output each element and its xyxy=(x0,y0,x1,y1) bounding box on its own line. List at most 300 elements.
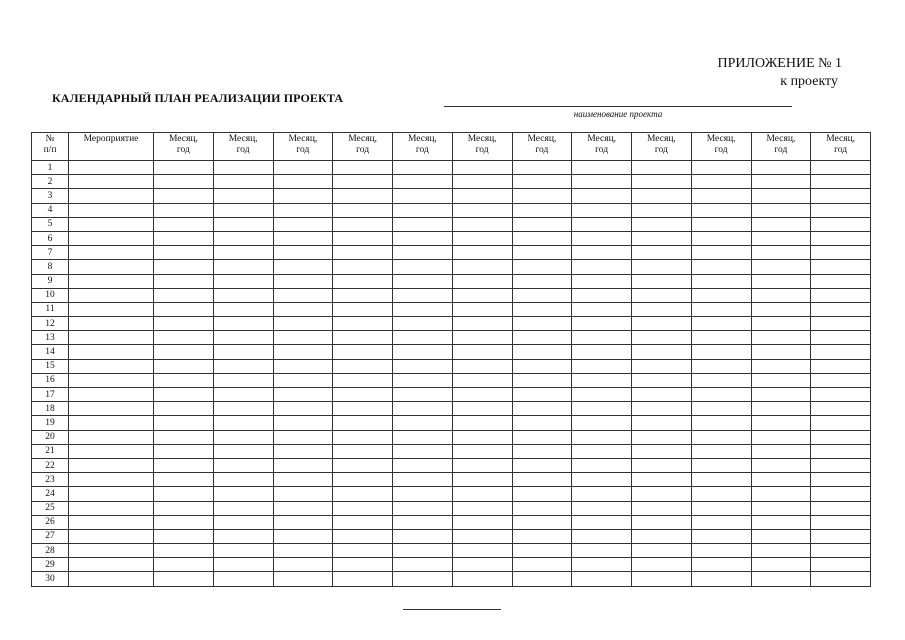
event-cell[interactable] xyxy=(69,246,154,260)
month-cell[interactable] xyxy=(213,260,273,274)
month-cell[interactable] xyxy=(154,288,214,302)
month-cell[interactable] xyxy=(811,402,871,416)
month-cell[interactable] xyxy=(691,203,751,217)
month-cell[interactable] xyxy=(333,388,393,402)
month-cell[interactable] xyxy=(751,529,811,543)
month-cell[interactable] xyxy=(333,317,393,331)
month-cell[interactable] xyxy=(452,359,512,373)
month-cell[interactable] xyxy=(572,345,632,359)
month-cell[interactable] xyxy=(811,231,871,245)
month-cell[interactable] xyxy=(393,260,453,274)
event-cell[interactable] xyxy=(69,544,154,558)
month-cell[interactable] xyxy=(572,430,632,444)
month-cell[interactable] xyxy=(691,529,751,543)
month-cell[interactable] xyxy=(751,203,811,217)
month-cell[interactable] xyxy=(452,487,512,501)
event-cell[interactable] xyxy=(69,359,154,373)
month-cell[interactable] xyxy=(393,515,453,529)
month-cell[interactable] xyxy=(154,444,214,458)
month-cell[interactable] xyxy=(751,544,811,558)
month-cell[interactable] xyxy=(512,189,572,203)
month-cell[interactable] xyxy=(452,288,512,302)
month-cell[interactable] xyxy=(393,529,453,543)
month-cell[interactable] xyxy=(213,558,273,572)
month-cell[interactable] xyxy=(213,501,273,515)
month-cell[interactable] xyxy=(154,529,214,543)
month-cell[interactable] xyxy=(273,302,333,316)
month-cell[interactable] xyxy=(333,444,393,458)
month-cell[interactable] xyxy=(512,402,572,416)
month-cell[interactable] xyxy=(393,302,453,316)
month-cell[interactable] xyxy=(393,388,453,402)
month-cell[interactable] xyxy=(213,444,273,458)
event-cell[interactable] xyxy=(69,416,154,430)
month-cell[interactable] xyxy=(691,260,751,274)
month-cell[interactable] xyxy=(213,529,273,543)
month-cell[interactable] xyxy=(751,572,811,586)
month-cell[interactable] xyxy=(213,217,273,231)
month-cell[interactable] xyxy=(333,473,393,487)
month-cell[interactable] xyxy=(751,359,811,373)
month-cell[interactable] xyxy=(572,444,632,458)
month-cell[interactable] xyxy=(572,274,632,288)
month-cell[interactable] xyxy=(452,501,512,515)
month-cell[interactable] xyxy=(393,274,453,288)
month-cell[interactable] xyxy=(691,246,751,260)
month-cell[interactable] xyxy=(811,331,871,345)
month-cell[interactable] xyxy=(632,572,692,586)
month-cell[interactable] xyxy=(572,288,632,302)
month-cell[interactable] xyxy=(154,544,214,558)
month-cell[interactable] xyxy=(213,373,273,387)
month-cell[interactable] xyxy=(452,402,512,416)
month-cell[interactable] xyxy=(632,402,692,416)
month-cell[interactable] xyxy=(632,388,692,402)
month-cell[interactable] xyxy=(691,558,751,572)
month-cell[interactable] xyxy=(811,572,871,586)
month-cell[interactable] xyxy=(572,501,632,515)
month-cell[interactable] xyxy=(452,544,512,558)
month-cell[interactable] xyxy=(811,302,871,316)
month-cell[interactable] xyxy=(811,544,871,558)
month-cell[interactable] xyxy=(273,217,333,231)
month-cell[interactable] xyxy=(512,175,572,189)
month-cell[interactable] xyxy=(632,260,692,274)
month-cell[interactable] xyxy=(811,501,871,515)
month-cell[interactable] xyxy=(273,416,333,430)
month-cell[interactable] xyxy=(512,473,572,487)
month-cell[interactable] xyxy=(751,515,811,529)
month-cell[interactable] xyxy=(691,302,751,316)
month-cell[interactable] xyxy=(393,288,453,302)
month-cell[interactable] xyxy=(811,274,871,288)
month-cell[interactable] xyxy=(154,373,214,387)
month-cell[interactable] xyxy=(632,274,692,288)
month-cell[interactable] xyxy=(751,473,811,487)
month-cell[interactable] xyxy=(512,572,572,586)
month-cell[interactable] xyxy=(512,458,572,472)
month-cell[interactable] xyxy=(213,487,273,501)
month-cell[interactable] xyxy=(333,161,393,175)
month-cell[interactable] xyxy=(452,458,512,472)
month-cell[interactable] xyxy=(691,388,751,402)
month-cell[interactable] xyxy=(452,529,512,543)
month-cell[interactable] xyxy=(572,317,632,331)
event-cell[interactable] xyxy=(69,515,154,529)
month-cell[interactable] xyxy=(572,373,632,387)
month-cell[interactable] xyxy=(632,231,692,245)
month-cell[interactable] xyxy=(572,161,632,175)
month-cell[interactable] xyxy=(333,515,393,529)
month-cell[interactable] xyxy=(512,544,572,558)
month-cell[interactable] xyxy=(393,317,453,331)
month-cell[interactable] xyxy=(213,246,273,260)
month-cell[interactable] xyxy=(452,274,512,288)
month-cell[interactable] xyxy=(572,359,632,373)
month-cell[interactable] xyxy=(512,203,572,217)
month-cell[interactable] xyxy=(273,359,333,373)
month-cell[interactable] xyxy=(691,317,751,331)
month-cell[interactable] xyxy=(632,189,692,203)
month-cell[interactable] xyxy=(154,558,214,572)
month-cell[interactable] xyxy=(333,331,393,345)
month-cell[interactable] xyxy=(273,317,333,331)
month-cell[interactable] xyxy=(333,544,393,558)
event-cell[interactable] xyxy=(69,317,154,331)
month-cell[interactable] xyxy=(691,359,751,373)
event-cell[interactable] xyxy=(69,430,154,444)
month-cell[interactable] xyxy=(154,203,214,217)
month-cell[interactable] xyxy=(213,388,273,402)
month-cell[interactable] xyxy=(333,416,393,430)
month-cell[interactable] xyxy=(452,373,512,387)
month-cell[interactable] xyxy=(154,246,214,260)
month-cell[interactable] xyxy=(751,260,811,274)
month-cell[interactable] xyxy=(273,288,333,302)
month-cell[interactable] xyxy=(811,175,871,189)
month-cell[interactable] xyxy=(154,572,214,586)
month-cell[interactable] xyxy=(691,501,751,515)
month-cell[interactable] xyxy=(572,515,632,529)
month-cell[interactable] xyxy=(632,529,692,543)
month-cell[interactable] xyxy=(512,487,572,501)
month-cell[interactable] xyxy=(333,529,393,543)
month-cell[interactable] xyxy=(393,217,453,231)
month-cell[interactable] xyxy=(632,317,692,331)
month-cell[interactable] xyxy=(811,203,871,217)
month-cell[interactable] xyxy=(811,473,871,487)
month-cell[interactable] xyxy=(154,345,214,359)
month-cell[interactable] xyxy=(811,458,871,472)
month-cell[interactable] xyxy=(811,161,871,175)
month-cell[interactable] xyxy=(154,260,214,274)
month-cell[interactable] xyxy=(751,317,811,331)
month-cell[interactable] xyxy=(811,260,871,274)
month-cell[interactable] xyxy=(691,274,751,288)
month-cell[interactable] xyxy=(572,388,632,402)
month-cell[interactable] xyxy=(632,558,692,572)
month-cell[interactable] xyxy=(572,487,632,501)
month-cell[interactable] xyxy=(572,331,632,345)
month-cell[interactable] xyxy=(393,345,453,359)
month-cell[interactable] xyxy=(154,402,214,416)
month-cell[interactable] xyxy=(393,231,453,245)
month-cell[interactable] xyxy=(512,501,572,515)
event-cell[interactable] xyxy=(69,444,154,458)
month-cell[interactable] xyxy=(512,444,572,458)
month-cell[interactable] xyxy=(512,515,572,529)
month-cell[interactable] xyxy=(273,175,333,189)
month-cell[interactable] xyxy=(393,373,453,387)
month-cell[interactable] xyxy=(632,473,692,487)
month-cell[interactable] xyxy=(572,416,632,430)
month-cell[interactable] xyxy=(452,572,512,586)
month-cell[interactable] xyxy=(811,345,871,359)
month-cell[interactable] xyxy=(213,572,273,586)
month-cell[interactable] xyxy=(751,345,811,359)
month-cell[interactable] xyxy=(213,416,273,430)
month-cell[interactable] xyxy=(751,189,811,203)
month-cell[interactable] xyxy=(572,572,632,586)
month-cell[interactable] xyxy=(811,388,871,402)
month-cell[interactable] xyxy=(751,458,811,472)
month-cell[interactable] xyxy=(811,373,871,387)
month-cell[interactable] xyxy=(333,572,393,586)
month-cell[interactable] xyxy=(691,175,751,189)
month-cell[interactable] xyxy=(154,501,214,515)
month-cell[interactable] xyxy=(512,430,572,444)
month-cell[interactable] xyxy=(751,274,811,288)
month-cell[interactable] xyxy=(452,189,512,203)
month-cell[interactable] xyxy=(273,572,333,586)
month-cell[interactable] xyxy=(333,203,393,217)
month-cell[interactable] xyxy=(751,430,811,444)
month-cell[interactable] xyxy=(632,444,692,458)
month-cell[interactable] xyxy=(691,473,751,487)
month-cell[interactable] xyxy=(333,558,393,572)
month-cell[interactable] xyxy=(751,501,811,515)
month-cell[interactable] xyxy=(572,473,632,487)
month-cell[interactable] xyxy=(213,402,273,416)
month-cell[interactable] xyxy=(393,430,453,444)
event-cell[interactable] xyxy=(69,331,154,345)
month-cell[interactable] xyxy=(751,288,811,302)
month-cell[interactable] xyxy=(154,189,214,203)
month-cell[interactable] xyxy=(393,473,453,487)
month-cell[interactable] xyxy=(572,402,632,416)
month-cell[interactable] xyxy=(452,558,512,572)
month-cell[interactable] xyxy=(572,260,632,274)
event-cell[interactable] xyxy=(69,529,154,543)
month-cell[interactable] xyxy=(154,161,214,175)
month-cell[interactable] xyxy=(213,231,273,245)
month-cell[interactable] xyxy=(632,359,692,373)
month-cell[interactable] xyxy=(632,373,692,387)
month-cell[interactable] xyxy=(632,458,692,472)
month-cell[interactable] xyxy=(632,302,692,316)
month-cell[interactable] xyxy=(273,402,333,416)
month-cell[interactable] xyxy=(751,231,811,245)
month-cell[interactable] xyxy=(154,274,214,288)
month-cell[interactable] xyxy=(691,161,751,175)
month-cell[interactable] xyxy=(572,189,632,203)
event-cell[interactable] xyxy=(69,345,154,359)
month-cell[interactable] xyxy=(213,544,273,558)
month-cell[interactable] xyxy=(512,373,572,387)
month-cell[interactable] xyxy=(751,331,811,345)
month-cell[interactable] xyxy=(333,458,393,472)
month-cell[interactable] xyxy=(213,359,273,373)
month-cell[interactable] xyxy=(333,373,393,387)
month-cell[interactable] xyxy=(393,416,453,430)
month-cell[interactable] xyxy=(333,260,393,274)
month-cell[interactable] xyxy=(572,529,632,543)
month-cell[interactable] xyxy=(452,430,512,444)
month-cell[interactable] xyxy=(213,515,273,529)
month-cell[interactable] xyxy=(333,501,393,515)
month-cell[interactable] xyxy=(512,260,572,274)
month-cell[interactable] xyxy=(273,274,333,288)
month-cell[interactable] xyxy=(273,345,333,359)
month-cell[interactable] xyxy=(273,231,333,245)
event-cell[interactable] xyxy=(69,558,154,572)
month-cell[interactable] xyxy=(512,345,572,359)
month-cell[interactable] xyxy=(751,373,811,387)
month-cell[interactable] xyxy=(452,388,512,402)
month-cell[interactable] xyxy=(632,217,692,231)
month-cell[interactable] xyxy=(393,189,453,203)
month-cell[interactable] xyxy=(333,487,393,501)
month-cell[interactable] xyxy=(751,558,811,572)
month-cell[interactable] xyxy=(273,161,333,175)
month-cell[interactable] xyxy=(811,515,871,529)
month-cell[interactable] xyxy=(273,430,333,444)
month-cell[interactable] xyxy=(751,217,811,231)
event-cell[interactable] xyxy=(69,373,154,387)
month-cell[interactable] xyxy=(213,274,273,288)
month-cell[interactable] xyxy=(393,501,453,515)
month-cell[interactable] xyxy=(512,217,572,231)
month-cell[interactable] xyxy=(452,331,512,345)
month-cell[interactable] xyxy=(512,302,572,316)
month-cell[interactable] xyxy=(333,246,393,260)
event-cell[interactable] xyxy=(69,501,154,515)
event-cell[interactable] xyxy=(69,203,154,217)
month-cell[interactable] xyxy=(273,331,333,345)
month-cell[interactable] xyxy=(691,430,751,444)
month-cell[interactable] xyxy=(452,260,512,274)
month-cell[interactable] xyxy=(632,515,692,529)
month-cell[interactable] xyxy=(811,246,871,260)
month-cell[interactable] xyxy=(452,473,512,487)
month-cell[interactable] xyxy=(333,175,393,189)
month-cell[interactable] xyxy=(452,345,512,359)
month-cell[interactable] xyxy=(691,444,751,458)
month-cell[interactable] xyxy=(512,274,572,288)
month-cell[interactable] xyxy=(512,331,572,345)
month-cell[interactable] xyxy=(273,388,333,402)
month-cell[interactable] xyxy=(512,558,572,572)
month-cell[interactable] xyxy=(273,473,333,487)
month-cell[interactable] xyxy=(213,161,273,175)
month-cell[interactable] xyxy=(632,544,692,558)
month-cell[interactable] xyxy=(393,331,453,345)
month-cell[interactable] xyxy=(632,175,692,189)
month-cell[interactable] xyxy=(632,331,692,345)
month-cell[interactable] xyxy=(452,175,512,189)
month-cell[interactable] xyxy=(273,189,333,203)
month-cell[interactable] xyxy=(811,444,871,458)
month-cell[interactable] xyxy=(393,544,453,558)
month-cell[interactable] xyxy=(572,558,632,572)
month-cell[interactable] xyxy=(632,487,692,501)
month-cell[interactable] xyxy=(333,189,393,203)
month-cell[interactable] xyxy=(632,203,692,217)
month-cell[interactable] xyxy=(572,458,632,472)
month-cell[interactable] xyxy=(154,175,214,189)
month-cell[interactable] xyxy=(333,231,393,245)
month-cell[interactable] xyxy=(154,458,214,472)
month-cell[interactable] xyxy=(154,359,214,373)
month-cell[interactable] xyxy=(154,231,214,245)
month-cell[interactable] xyxy=(811,416,871,430)
month-cell[interactable] xyxy=(632,345,692,359)
month-cell[interactable] xyxy=(273,501,333,515)
month-cell[interactable] xyxy=(811,288,871,302)
month-cell[interactable] xyxy=(811,430,871,444)
month-cell[interactable] xyxy=(751,175,811,189)
event-cell[interactable] xyxy=(69,388,154,402)
month-cell[interactable] xyxy=(333,274,393,288)
month-cell[interactable] xyxy=(333,359,393,373)
month-cell[interactable] xyxy=(512,359,572,373)
month-cell[interactable] xyxy=(691,416,751,430)
month-cell[interactable] xyxy=(393,444,453,458)
month-cell[interactable] xyxy=(572,302,632,316)
month-cell[interactable] xyxy=(691,572,751,586)
month-cell[interactable] xyxy=(632,161,692,175)
event-cell[interactable] xyxy=(69,189,154,203)
month-cell[interactable] xyxy=(512,161,572,175)
month-cell[interactable] xyxy=(691,515,751,529)
month-cell[interactable] xyxy=(213,331,273,345)
month-cell[interactable] xyxy=(751,161,811,175)
month-cell[interactable] xyxy=(213,473,273,487)
event-cell[interactable] xyxy=(69,572,154,586)
month-cell[interactable] xyxy=(273,260,333,274)
month-cell[interactable] xyxy=(333,402,393,416)
month-cell[interactable] xyxy=(393,203,453,217)
month-cell[interactable] xyxy=(691,331,751,345)
month-cell[interactable] xyxy=(751,402,811,416)
month-cell[interactable] xyxy=(213,430,273,444)
month-cell[interactable] xyxy=(632,246,692,260)
month-cell[interactable] xyxy=(452,302,512,316)
event-cell[interactable] xyxy=(69,217,154,231)
month-cell[interactable] xyxy=(154,515,214,529)
month-cell[interactable] xyxy=(691,231,751,245)
month-cell[interactable] xyxy=(393,175,453,189)
month-cell[interactable] xyxy=(452,203,512,217)
month-cell[interactable] xyxy=(811,558,871,572)
month-cell[interactable] xyxy=(154,317,214,331)
month-cell[interactable] xyxy=(572,203,632,217)
month-cell[interactable] xyxy=(572,246,632,260)
month-cell[interactable] xyxy=(273,458,333,472)
event-cell[interactable] xyxy=(69,402,154,416)
month-cell[interactable] xyxy=(691,402,751,416)
month-cell[interactable] xyxy=(512,288,572,302)
